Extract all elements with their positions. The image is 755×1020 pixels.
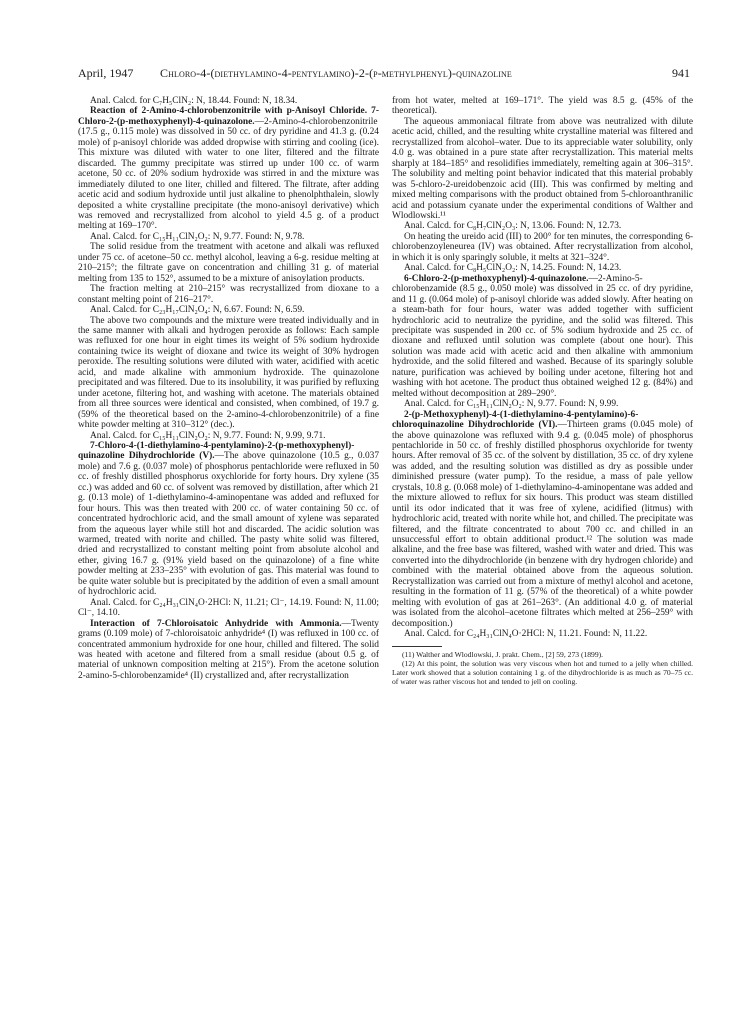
body-paragraph: The solid residue from the treatment with acetone and alkali was refluxed under 75 cc. of acetone–50 cc. methyl alcohol, leaving a 6-g. residue melting at 210–215°; the filtrate gave on concentration and chilling 31 g. of material melting from 135 to 152°, assumed to be a mixture of anisoylation products. bbox=[78, 242, 379, 284]
analysis-paragraph: Anal. Calcd. for C₈H₅ClN₂O₂: N, 14.25. Found: N, 14.23. bbox=[404, 263, 622, 274]
procedure-heading: 6-Chloro-2-(p-methoxyphenyl)-4-quinazolone. bbox=[404, 273, 589, 284]
analysis-paragraph: Anal. Calcd. for C₁₅H₁₁ClN₂O₂: N, 9.77. Found: N, 9.99, 9.71. bbox=[90, 430, 326, 441]
body-paragraph: The aqueous ammoniacal filtrate from above was neutralized with dilute acetic acid, chilled, and the resulting white crystalline material was filtered and recrystallized from alcohol–water. Due to its appreciable water solubility, only 4.0 g. was obtained in a pure state after recrystallization. This material melts sharply at 184–185° and resolidifies immediately, remelting again at 306–315°. The solubility and melting point behavior indicated that this material probably was 5-chloro-2-ureidobenzoic acid (III). This was confirmed by melting and mixed melting comparisons with the product obtained from 5-chloroanthranilic acid and potassium cyanate under the experimental conditions of Walther and Wlodlowski.¹¹ bbox=[392, 116, 693, 221]
analysis-paragraph: Anal. Calcd. for C₂₄H₃₁ClN₄O·2HCl: N, 11.21; Cl⁻, 14.19. Found: N, 11.00; Cl⁻, 14.10. bbox=[78, 597, 379, 619]
procedure-body: —Thirteen grams (0.045 mole) of the above quinazolone was refluxed with 9.4 g. (0.045 mole) of phosphorus pentachloride in 50 cc. of freshly distilled phosphorus oxychloride for twenty hours. After removal of 35 cc. of the solvent by distillation, 35 cc. of dry xylene was added, and the resulting solution was distilled as dry as possible under diminished pressure (water pump). To the residue, a mass of pale yellow crystals, 10.8 g. (0.068 mole) of 1-diethylamino-4-aminopentane was added and the mixture allowed to reflux for six hours. This product was steam distilled until its odor indicated that it was free of xylene, acidified (litmus) with hydrochloric acid, treated with norite while hot, and chilled. The precipitate was filtered, and the filtrate concentrated to about 700 cc. and chilled in an unsuccessful effort to obtain additional product.¹² The solution was made alkaline, and the free base was filtered, washed with water and dried. This was converted into the dihydrochloride (in benzene with dry hydrogen chloride) and combined with the material obtained above from the aqueous solution. Recrystallization was carried out from a mixture of methyl alcohol and acetone, resulting in the formation of 11 g. (57% of the theoretical) of a white powder melting with evolution of gas at 261–263°. (An additional 4.0 g. of material was isolated from the alcohol–acetone filtrates which melted at 256–259° with decomposition.) bbox=[392, 420, 693, 629]
procedure-body: —2-Amino-5-chlorobenzamide (8.5 g., 0.050 mole) was dissolved in 25 cc. of dry pyridine, and 11 g. (0.064 mole) of p-anisoyl chloride was added slowly. After heating on a steam-bath for four hours, water was added together with sufficient hydrochloric acid to neutralize the pyridine, and the solid was filtered. This precipitate was suspended in 200 cc. of 5% sodium hydroxide and 25 cc. of dioxane and refluxed until solution was complete (about one hour). This solution was made acid with acetic acid and then alkaline with ammonium hydroxide, and the solid filtered and washed. Because of its sparingly soluble nature, purification was achieved by boiling under acetone, filtering hot and washing with hot acetone. The product thus obtained weighed 12 g. (84%) and melted without decomposition at 289–290°. bbox=[392, 273, 693, 399]
procedure-heading: Interaction of 7-Chloroisatoic Anhydride with Ammonia. bbox=[90, 618, 342, 629]
procedure-paragraph bbox=[78, 441, 379, 598]
procedure-paragraph bbox=[392, 274, 693, 399]
procedure-paragraph bbox=[78, 106, 379, 231]
footnote-11: (11) Walther and Wlodlowski, J. prakt. Chem., [2] 59, 273 (1899). bbox=[402, 649, 604, 659]
header-date: April, 1947 bbox=[78, 66, 134, 80]
procedure-body: —2-Amino-4-chlorobenzonitrile (17.5 g., 0.115 mole) was dissolved in 50 cc. of dry pyridine and 41.3 g. (0.24 mole) of p-anisoyl chloride was added dropwise with stirring and cooling (ice). This mixture was diluted with water to one liter, filtered and the filtrate discarded. The gummy precipitate was stirred up under 100 cc. of warm acetone, 50 cc. of 20% sodium hydroxide was stirred in and the mixture was immediately diluted to one liter, chilled and filtered. The filtrate, after adding acetic acid and sodium hydroxide until just alkaline to phenolphthalein, slowly deposited a white crystalline precipitate (the mono-anisoyl derivative) which was removed and recrystallized from alcohol to yield 4.5 g. of a product melting at 169–170°. bbox=[78, 116, 379, 232]
procedure-paragraph bbox=[78, 619, 379, 682]
right-column bbox=[392, 96, 693, 686]
analysis-paragraph: Anal. Calcd. for C₇H₅ClN₂: N, 18.44. Found: N, 18.34. bbox=[90, 96, 298, 106]
analysis-paragraph: Anal. Calcd. for C₁₅H₁₁ClN₂O₂: N, 9.77. Found: N, 9.99. bbox=[404, 399, 619, 410]
procedure-body: —Twenty grams (0.109 mole) of 7-chloroisatoic anhydride⁴ (I) was refluxed in 100 cc. of concentrated ammonium hydroxide for one hour, chilled and filtered. The solid was heated with acetone and filtered from a small residue (about 0.5 g. of material of unknown composition melting at 215°). From the acetone solution 2-amino-5-chlorobenzamide⁴ (II) crystallized and, after recrystallization bbox=[78, 618, 379, 681]
procedure-paragraph bbox=[392, 410, 693, 630]
body-paragraph: from hot water, melted at 169–171°. The yield was 8.5 g. (45% of the theoretical). bbox=[392, 96, 693, 117]
procedure-heading: 7-Chloro-4-(1-diethylamino-4-pentylamino)-2-(p-methoxyphenyl)-quinazoline Dihydrochloride (V). bbox=[78, 440, 355, 462]
procedure-heading: 2-(p-Methoxyphenyl)-4-(1-diethylamino-4-pentylamino)-6-chloroquinazoline Dihydrochloride (VI). bbox=[392, 409, 639, 431]
analysis-paragraph: Anal. Calcd. for C₂₄H₃₁ClN₄O·2HCl: N, 11.21. Found: N, 11.22. bbox=[404, 629, 648, 640]
body-paragraph: On heating the ureido acid (III) to 200° for ten minutes, the corresponding 6-chlorobenzoyleneurea (IV) was obtained. After recrystallization from alcohol, in which it is only sparingly soluble, it melts at 321–324°. bbox=[392, 231, 693, 263]
analysis-paragraph: Anal. Calcd. for C₈H₇ClN₂O₃: N, 13.06. Found: N, 12.73. bbox=[404, 221, 622, 232]
body-paragraph: The fraction melting at 210–215° was recrystallized from dioxane to a constant melting point of 216–217°. bbox=[78, 284, 379, 305]
header-title: Chloro-4-(diethylamino-4-pentylamino)-2-(p-methylphenyl)-quinazoline bbox=[160, 66, 512, 80]
running-header bbox=[78, 66, 690, 84]
left-column bbox=[78, 96, 379, 681]
analysis-paragraph: Anal. Calcd. for C₁₅H₁₁ClN₂O₂: N, 9.77. Found: N, 9.78. bbox=[90, 231, 305, 242]
body-paragraph: The above two compounds and the mixture were treated individually and in the same manner with alkali and hydrogen peroxide as follows: Each sample was refluxed for one hour in eight times its weight of 5% sodium hydroxide containing twice its weight of dioxane and twice its weight of 30% hydrogen peroxide. The resulting solutions were diluted with water, acidified with acetic acid, and made alkaline with ammonium hydroxide. The quinazolone precipitated and was filtered. Due to its insolubility, it was purified by refluxing under acetone, filtering hot, and washing with acetone. The materials obtained from all three sources were identical and consisted, when combined, of 19.7 g. (59% of the theoretical based on the 2-amino-4-chlorobenzonitrile) of a fine white powder melting at 310–312° (dec.). bbox=[78, 315, 379, 431]
procedure-heading: Reaction of 2-Amino-4-chlorobenzonitrile with p-Anisoyl Chloride. 7-Chloro-2-(p-methoxyphenyl)-4-quinazolone. bbox=[78, 106, 379, 127]
footnote-divider bbox=[392, 646, 442, 647]
procedure-body: —The above quinazolone (10.5 g., 0.037 mole) and 7.6 g. (0.037 mole) of phosphorus pentachloride were refluxed in 50 cc. of freshly distilled phosphorus oxychloride for forty hours. Dry xylene (35 cc.) was added and 60 cc. of solvent was removed by distillation, after which 21 g. (0.13 mole) of 1-diethylamino-4-aminopentane was added and refluxed for four hours. This was then treated with 200 cc. of water containing 50 cc. of concentrated hydrochloric acid, and the small amount of xylene was separated from the aqueous layer while still hot and discarded. The acidic solution was warmed, treated with norite and chilled. The pasty white solid was filtered, dried and recrystallized to constant melting point from absolute alcohol and ether, giving 16.7 g. (91% yield based on the quinazolone) of a fine white powder melting at 233–235° with evolution of gas. This material was found to be quite water soluble but is precipitated by the addition of even a small amount of hydrochloric acid. bbox=[78, 451, 380, 598]
footnotes bbox=[392, 650, 693, 686]
analysis-paragraph: Anal. Calcd. for C₂₃H₁₇ClN₂O₄: N, 6.67. Found: N, 6.59. bbox=[90, 305, 305, 316]
page-number: 941 bbox=[672, 66, 690, 80]
footnote-12: (12) At this point, the solution was very viscous when hot and turned to a jelly when chilled. Later work showed that a solution containing 1 g. of the dihydrochloride is as much as 70–75 cc. of water was rather viscous hot and tended to jell on cooling. bbox=[392, 658, 693, 686]
